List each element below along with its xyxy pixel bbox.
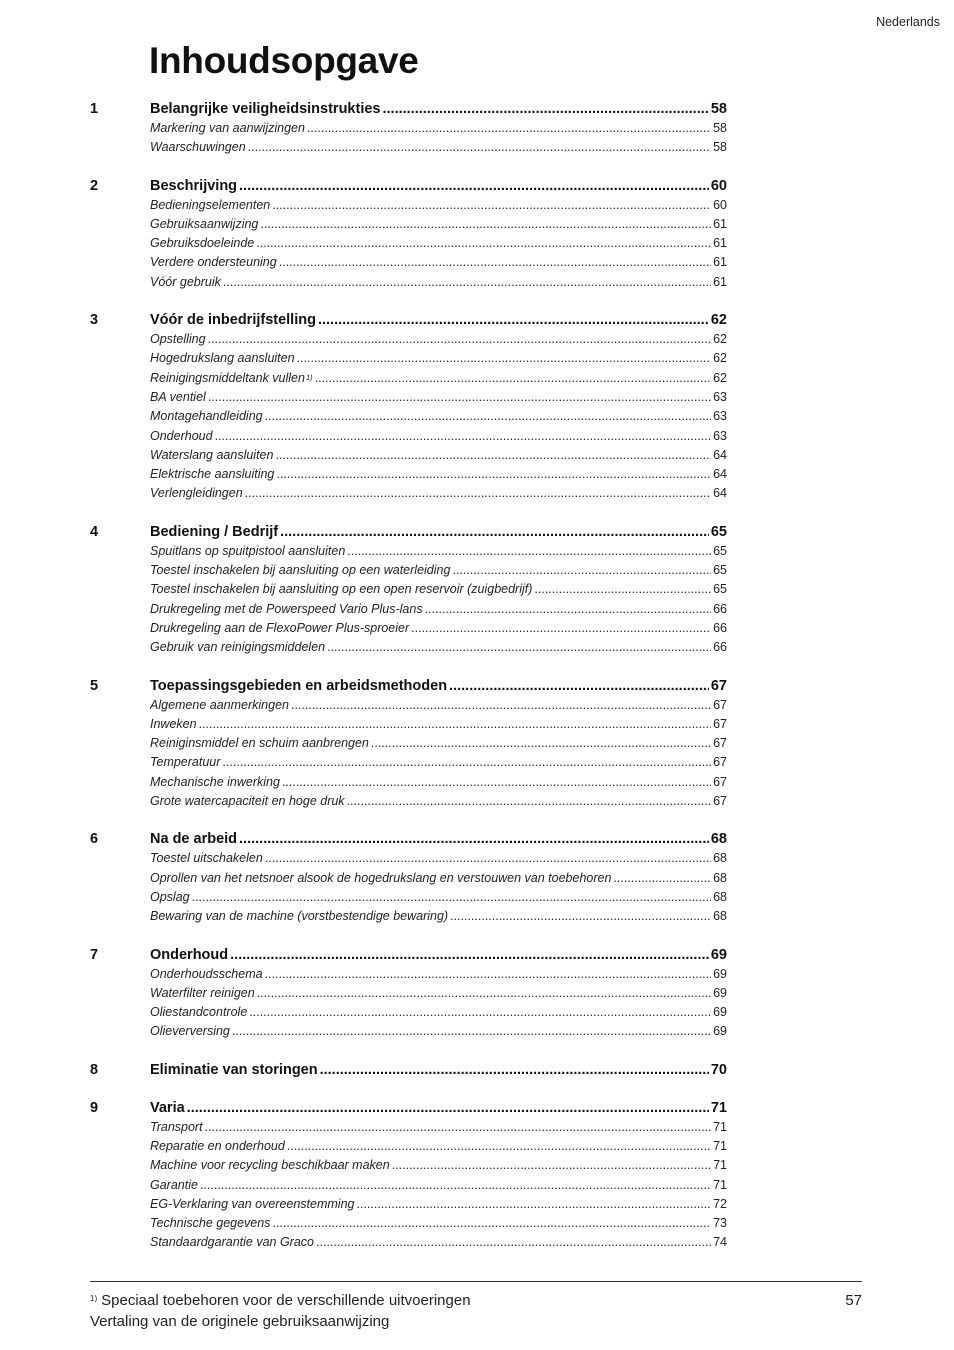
toc-section-heading[interactable]	[150, 522, 727, 542]
entry-title-text: Waarschuwingen	[150, 140, 246, 155]
translation-note: Vertaling van de originele gebruiksaanwijzing	[90, 1313, 390, 1330]
entry-page: 64	[713, 447, 727, 462]
dot-leader	[315, 369, 711, 388]
toc-entry[interactable]	[150, 446, 727, 465]
toc-section	[0, 829, 954, 926]
entry-page: 58	[713, 140, 727, 155]
dot-leader	[208, 330, 712, 349]
section-spacer	[0, 158, 954, 176]
dot-leader	[245, 484, 711, 503]
footer-divider	[90, 1281, 862, 1282]
entry-title	[150, 234, 256, 253]
section-title: Vóór de inbedrijfstelling	[150, 312, 316, 329]
entry-title-text: Opstelling	[150, 332, 206, 347]
entry-page: 62	[713, 332, 727, 347]
entry-page: 63	[713, 409, 727, 424]
toc-entry[interactable]	[150, 407, 727, 426]
toc-entry[interactable]	[150, 119, 727, 138]
entry-title	[150, 561, 452, 580]
entry-title	[150, 1137, 287, 1156]
dot-leader	[215, 427, 712, 446]
toc-section	[0, 176, 954, 292]
entry-title-text: Oliestandcontrole	[150, 1005, 248, 1020]
entry-title-text: Spuitlans op spuitpistool aansluiten	[150, 543, 346, 558]
entry-title	[150, 407, 265, 426]
dot-leader	[257, 984, 711, 1003]
entry-title-text: Markering van aanwijzingen	[150, 121, 305, 135]
entry-title-text: Waterfilter reinigen	[150, 985, 255, 1000]
entry-page: 64	[713, 486, 727, 501]
entry-title	[150, 484, 245, 503]
entry-title-text: Oprollen van het netsnoer alsook de hogedrukslang en verstouwen van toebehoren	[150, 870, 612, 885]
toc-entry[interactable]	[150, 349, 727, 368]
entry-title-text: Technische gegevens	[150, 1216, 271, 1231]
section-spacer	[0, 1080, 954, 1098]
entry-page: 62	[713, 370, 727, 385]
toc-entry[interactable]	[150, 580, 727, 599]
entry-page: 61	[713, 216, 727, 231]
toc-section-heading[interactable]	[150, 1098, 727, 1118]
entry-title-text: Toestel inschakelen bij aansluiting op een open reservoir (zuigbedrijf)	[150, 582, 533, 597]
entry-title	[150, 792, 347, 811]
toc-section-heading[interactable]	[150, 829, 727, 849]
toc-entry[interactable]	[150, 273, 727, 292]
dot-leader	[291, 696, 711, 715]
dot-leader	[327, 638, 711, 657]
entry-page: 66	[713, 601, 727, 616]
dot-leader	[452, 561, 711, 580]
entry-title-text: Inweken	[150, 716, 197, 731]
dot-leader	[276, 465, 711, 484]
entry-title-text: EG-Verklaring van overeenstemming	[150, 1196, 355, 1211]
footnote-text: Speciaal toebehoren voor de verschillende uitvoeringen	[101, 1292, 471, 1309]
entry-title	[150, 1003, 249, 1022]
entry-page: 71	[713, 1119, 727, 1134]
dot-leader	[192, 888, 711, 907]
entry-title	[150, 773, 282, 792]
entry-title	[150, 849, 265, 868]
dot-leader	[307, 119, 711, 138]
footnote	[90, 1292, 471, 1309]
entry-title	[150, 542, 347, 561]
dot-leader	[347, 542, 711, 561]
entry-title	[150, 1233, 316, 1252]
entry-title-text: Olieverversing	[150, 1024, 230, 1039]
entry-title	[150, 1118, 205, 1137]
section-title: Toepassingsgebieden en arbeidsmethoden	[150, 677, 448, 694]
entry-title	[150, 253, 279, 272]
entry-page: 68	[713, 909, 727, 924]
entry-title-text: Reparatie en onderhoud	[150, 1138, 285, 1153]
entry-page: 66	[713, 620, 727, 635]
entry-title	[150, 215, 260, 234]
entry-title-text: Elektrische aansluiting	[150, 467, 275, 482]
toc-section	[0, 676, 954, 812]
section-number: 6	[90, 831, 99, 848]
entry-title-text: Reinigingsmiddeltank vullen	[150, 370, 305, 385]
entry-title	[150, 465, 276, 484]
entry-title	[150, 965, 265, 984]
toc-section-heading[interactable]	[150, 310, 727, 330]
dot-leader	[265, 849, 711, 868]
dot-leader	[222, 753, 711, 772]
entry-page: 74	[713, 1235, 727, 1250]
entry-page: 67	[713, 697, 727, 712]
entry-title	[150, 1022, 232, 1041]
toc-entry[interactable]	[150, 253, 727, 272]
entry-page: 73	[713, 1216, 727, 1231]
entry-page: 67	[713, 794, 727, 809]
toc-entry[interactable]	[150, 965, 727, 984]
toc-section	[0, 99, 954, 158]
toc-section-heading[interactable]	[150, 945, 727, 965]
entry-title-text: Machine voor recycling beschikbaar maken	[150, 1158, 390, 1173]
dot-leader	[272, 1214, 711, 1233]
dot-leader	[357, 1195, 712, 1214]
entry-page: 68	[713, 851, 727, 866]
toc-entry[interactable]	[150, 1195, 727, 1214]
dot-leader	[260, 215, 711, 234]
section-spacer	[0, 927, 954, 945]
section-number: 2	[90, 177, 99, 194]
entry-page: 67	[713, 774, 727, 789]
dot-leader	[320, 1060, 709, 1080]
toc-entry[interactable]	[150, 715, 727, 734]
toc-entry[interactable]	[150, 1137, 727, 1156]
entry-title-text: Opslag	[150, 889, 190, 904]
toc-entry[interactable]	[150, 638, 727, 657]
entry-title	[150, 907, 450, 926]
dot-leader	[205, 1118, 712, 1137]
entry-title	[150, 715, 199, 734]
dot-leader	[280, 522, 709, 542]
section-spacer	[0, 1042, 954, 1060]
section-spacer	[0, 658, 954, 676]
entry-title	[150, 888, 192, 907]
dot-leader	[199, 715, 712, 734]
entry-title	[150, 600, 425, 619]
toc-entry[interactable]	[150, 1176, 727, 1195]
dot-leader	[347, 792, 712, 811]
dot-leader	[208, 388, 711, 407]
entry-page: 67	[713, 716, 727, 731]
dot-leader	[411, 619, 711, 638]
entry-page: 61	[713, 274, 727, 289]
entry-title-text: Montagehandleiding	[150, 409, 263, 424]
entry-title-text: Temperatuur	[150, 755, 221, 770]
entry-page: 68	[713, 870, 727, 885]
entry-page: 58	[713, 121, 727, 135]
section-page: 70	[710, 1061, 727, 1078]
toc-entry[interactable]	[150, 907, 727, 926]
toc-entry[interactable]	[150, 138, 727, 157]
dot-leader	[279, 253, 711, 272]
toc-entry[interactable]	[150, 734, 727, 753]
entry-page: 71	[713, 1158, 727, 1173]
entry-page: 67	[713, 755, 727, 770]
toc-entry[interactable]	[150, 215, 727, 234]
dot-leader	[265, 407, 712, 426]
toc-entry[interactable]	[150, 388, 727, 407]
section-page: 67	[710, 677, 727, 694]
footnote-reference: 1)	[305, 372, 313, 382]
entry-title	[150, 638, 327, 657]
entry-page: 62	[713, 351, 727, 366]
dot-leader	[287, 1137, 711, 1156]
entry-title-text: Algemene aanmerkingen	[150, 697, 289, 712]
toc-entry[interactable]	[150, 1214, 727, 1233]
section-title: Belangrijke veiligheidsinstrukties	[150, 101, 381, 117]
entry-page: 67	[713, 736, 727, 751]
dot-leader	[382, 99, 708, 119]
entry-title	[150, 446, 275, 465]
toc-entry[interactable]	[150, 753, 727, 772]
entry-page: 66	[713, 640, 727, 655]
entry-page: 69	[713, 1005, 727, 1020]
section-number: 8	[90, 1061, 99, 1078]
toc-entry[interactable]	[150, 234, 727, 253]
toc-entry[interactable]	[150, 542, 727, 561]
dot-leader	[449, 676, 709, 696]
entry-title	[150, 984, 257, 1003]
section-number: 5	[90, 677, 99, 694]
entry-title	[150, 753, 222, 772]
entry-title-text: Mechanische inwerking	[150, 774, 280, 789]
dot-leader	[316, 1233, 711, 1252]
section-page: 60	[710, 177, 727, 194]
entry-title	[150, 1156, 392, 1175]
toc-entry[interactable]	[150, 1022, 727, 1041]
dot-leader	[265, 965, 712, 984]
toc-section	[0, 310, 954, 504]
section-spacer	[0, 292, 954, 310]
dot-leader	[248, 138, 711, 157]
toc-entry[interactable]	[150, 773, 727, 792]
page-number: 57	[845, 1292, 862, 1309]
toc-entry[interactable]	[150, 1003, 727, 1022]
entry-title	[150, 119, 307, 138]
entry-title-text: Bewaring van de machine (vorstbestendige bewaring)	[150, 909, 449, 924]
entry-title-text: Gebruik van reinigingsmiddelen	[150, 640, 326, 655]
toc-section	[0, 1098, 954, 1253]
dot-leader	[282, 773, 711, 792]
entry-page: 71	[713, 1177, 727, 1192]
toc-entry[interactable]	[150, 696, 727, 715]
dot-leader	[297, 349, 712, 368]
toc-entry[interactable]	[150, 465, 727, 484]
entry-title	[150, 273, 223, 292]
entry-title	[150, 619, 411, 638]
entry-title	[150, 138, 248, 157]
entry-page: 71	[713, 1138, 727, 1153]
entry-title-text: Garantie	[150, 1177, 198, 1192]
entry-title-text: Drukregeling met de Powerspeed Vario Plus-lans	[150, 601, 423, 616]
entry-title-text: Hogedrukslang aansluiten	[150, 351, 295, 366]
dot-leader	[318, 310, 709, 330]
section-title: Na de arbeid	[150, 831, 238, 848]
section-title: Onderhoud	[150, 946, 229, 963]
entry-title	[150, 388, 208, 407]
entry-page: 69	[713, 985, 727, 1000]
entry-title-text: Transport	[150, 1119, 203, 1134]
section-spacer	[0, 811, 954, 829]
entry-page: 69	[713, 966, 727, 981]
entry-page: 64	[713, 467, 727, 482]
toc-entry[interactable]	[150, 792, 727, 811]
toc-entry[interactable]	[150, 427, 727, 446]
entry-title	[150, 427, 215, 446]
page-title: Inhoudsopgave	[149, 40, 419, 81]
section-number: 9	[90, 1099, 99, 1116]
dot-leader	[425, 600, 712, 619]
toc-entry[interactable]	[150, 984, 727, 1003]
section-title: Eliminatie van storingen	[150, 1061, 318, 1078]
entry-title-text: Verdere ondersteuning	[150, 255, 277, 270]
dot-leader	[392, 1156, 711, 1175]
section-page: 68	[710, 831, 727, 848]
entry-page: 60	[713, 197, 727, 212]
toc-section	[0, 522, 954, 658]
section-page: 58	[710, 101, 727, 117]
entry-title-text: BA ventiel	[150, 389, 206, 404]
dot-leader	[239, 829, 709, 849]
dot-leader	[613, 869, 711, 888]
toc-section	[0, 945, 954, 1042]
entry-title-text: Onderhoud	[150, 428, 213, 443]
entry-title	[150, 696, 291, 715]
dot-leader	[232, 1022, 711, 1041]
entry-page: 69	[713, 1024, 727, 1039]
entry-title-text: Reiniginsmiddel en schuim aanbrengen	[150, 736, 369, 751]
entry-title-text: Onderhoudsschema	[150, 966, 263, 981]
entry-page: 72	[713, 1196, 727, 1211]
entry-title-text: Standaardgarantie van Graco	[150, 1235, 314, 1250]
entry-page: 63	[713, 428, 727, 443]
entry-page: 65	[713, 563, 727, 578]
dot-leader	[239, 176, 709, 196]
dot-leader	[275, 446, 711, 465]
entry-title-text: Bedieningselementen	[150, 197, 271, 212]
toc-entry[interactable]	[150, 1156, 727, 1175]
entry-title	[150, 580, 534, 599]
table-of-contents	[0, 99, 954, 1253]
dot-leader	[256, 234, 711, 253]
toc-entry[interactable]	[150, 369, 727, 388]
entry-title	[150, 869, 613, 888]
toc-entry[interactable]	[150, 600, 727, 619]
toc-section-heading[interactable]	[150, 176, 727, 196]
entry-title	[150, 1195, 357, 1214]
dot-leader	[223, 273, 711, 292]
section-page: 65	[710, 523, 727, 540]
entry-page: 61	[713, 255, 727, 270]
entry-page: 68	[713, 889, 727, 904]
toc-section-heading[interactable]	[150, 676, 727, 696]
dot-leader	[187, 1098, 709, 1118]
section-number: 1	[90, 101, 99, 117]
entry-title	[150, 734, 371, 753]
section-number: 3	[90, 312, 99, 329]
dot-leader	[534, 580, 711, 599]
footnote-mark: 1)	[90, 1294, 98, 1303]
dot-leader	[450, 907, 711, 926]
toc-entry[interactable]	[150, 869, 727, 888]
entry-title	[150, 1214, 272, 1233]
dot-leader	[272, 196, 711, 215]
entry-page: 65	[713, 582, 727, 597]
toc-entry[interactable]	[150, 888, 727, 907]
entry-title-text: Gebruiksaanwijzing	[150, 216, 259, 231]
section-page: 71	[710, 1099, 727, 1116]
dot-leader	[371, 734, 711, 753]
toc-entry[interactable]	[150, 849, 727, 868]
entry-title	[150, 1176, 200, 1195]
section-page: 62	[710, 312, 727, 329]
toc-section-heading[interactable]	[150, 99, 727, 119]
entry-title-text: Gebruiksdoeleinde	[150, 236, 255, 251]
toc-section	[0, 1060, 954, 1080]
entry-title-text: Drukregeling aan de FlexoPower Plus-sproeier	[150, 620, 410, 635]
entry-title	[150, 349, 297, 368]
entry-title	[150, 196, 272, 215]
section-title: Varia	[150, 1099, 185, 1116]
dot-leader	[230, 945, 709, 965]
entry-page: 65	[713, 543, 727, 558]
entry-page: 61	[713, 236, 727, 251]
language-label: Nederlands	[876, 15, 940, 29]
toc-entry[interactable]	[150, 330, 727, 349]
dot-leader	[249, 1003, 711, 1022]
toc-entry[interactable]	[150, 484, 727, 503]
entry-title-text: Verlengleidingen	[150, 486, 243, 501]
toc-entry[interactable]	[150, 619, 727, 638]
section-page: 69	[710, 946, 727, 963]
entry-title-text: Waterslang aansluiten	[150, 447, 274, 462]
section-spacer	[0, 504, 954, 522]
section-title: Bediening / Bedrijf	[150, 523, 279, 540]
section-number: 4	[90, 523, 99, 540]
dot-leader	[200, 1176, 711, 1195]
entry-title-text: Grote watercapaciteit en hoge druk	[150, 794, 345, 809]
toc-section-heading[interactable]	[150, 1060, 727, 1080]
toc-entry[interactable]	[150, 1233, 727, 1252]
toc-entry[interactable]	[150, 196, 727, 215]
section-number: 7	[90, 946, 99, 963]
section-title: Beschrijving	[150, 177, 238, 194]
entry-page: 63	[713, 389, 727, 404]
entry-title	[150, 369, 315, 388]
toc-entry[interactable]	[150, 1118, 727, 1137]
entry-title-text: Vóór gebruik	[150, 274, 221, 289]
toc-entry[interactable]	[150, 561, 727, 580]
entry-title	[150, 330, 208, 349]
entry-title-text: Toestel inschakelen bij aansluiting op een waterleiding	[150, 563, 451, 578]
entry-title-text: Toestel uitschakelen	[150, 851, 263, 866]
